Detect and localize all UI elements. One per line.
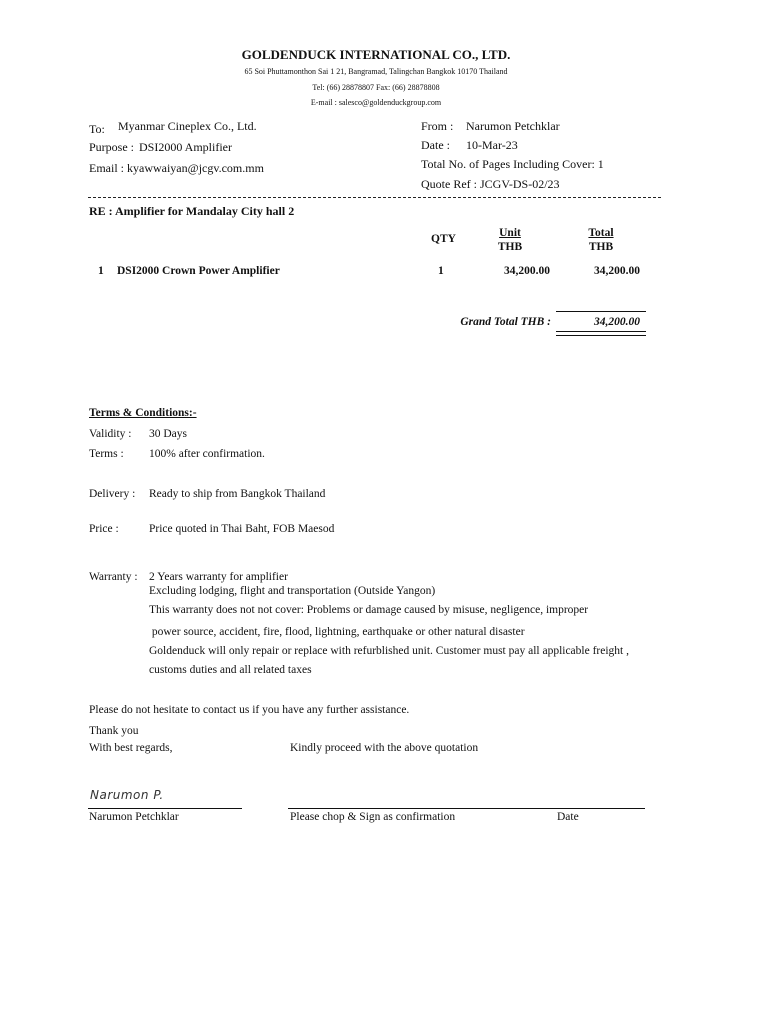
unit-header-bottom: THB bbox=[497, 241, 523, 253]
warranty-line: Excluding lodging, flight and transportation (Outside Yangon) bbox=[149, 585, 436, 597]
warranty-line: power source, accident, fire, flood, lightning, earthquake or other natural disaster bbox=[149, 626, 525, 638]
purpose-value: DSI2000 Amplifier bbox=[139, 140, 232, 154]
delivery-value: Ready to ship from Bangkok Thailand bbox=[149, 488, 326, 500]
quote-ref: Quote Ref : JCGV-DS-02/23 bbox=[421, 177, 560, 191]
email-line: Email : kyawwaiyan@jcgv.com.mm bbox=[89, 161, 264, 175]
unit-header-top: Unit bbox=[499, 227, 521, 239]
from-value: Narumon Petchklar bbox=[466, 119, 560, 133]
row-qty: 1 bbox=[438, 265, 444, 277]
grand-total-label: Grand Total THB : bbox=[460, 316, 551, 328]
confirmation-line bbox=[288, 808, 645, 809]
qty-header: QTY bbox=[431, 233, 456, 245]
validity-label: Validity : bbox=[89, 428, 132, 440]
row-number: 1 bbox=[98, 265, 104, 277]
re-line: RE : Amplifier for Mandalay City hall 2 bbox=[89, 204, 295, 218]
date-sign-label: Date bbox=[557, 811, 579, 823]
row-description: DSI2000 Crown Power Amplifier bbox=[117, 265, 280, 277]
date-value: 10-Mar-23 bbox=[466, 138, 518, 152]
warranty-line: 2 Years warranty for amplifier bbox=[149, 571, 288, 583]
warranty-line: This warranty does not not cover: Problems or damage caused by misuse, negligence, improper bbox=[149, 604, 589, 616]
header-divider bbox=[88, 197, 661, 198]
terms-label: Terms : bbox=[89, 448, 124, 460]
to-value: Myanmar Cineplex Co., Ltd. bbox=[118, 119, 257, 133]
chop-sign-label: Please chop & Sign as confirmation bbox=[290, 811, 456, 823]
contact-line: Please do not hesitate to contact us if you have any further assistance. bbox=[89, 704, 410, 716]
delivery-label: Delivery : bbox=[89, 488, 136, 500]
proceed-line: Kindly proceed with the above quotation bbox=[290, 742, 479, 754]
grand-total-top-rule bbox=[556, 311, 646, 312]
company-email: E-mail : salesco@goldenduckgroup.com bbox=[310, 98, 442, 107]
total-header-top: Total bbox=[588, 227, 614, 239]
regards: With best regards, bbox=[89, 742, 173, 754]
total-header-bottom: THB bbox=[588, 241, 614, 253]
warranty-line: customs duties and all related taxes bbox=[149, 664, 312, 676]
grand-total-double-rule bbox=[556, 331, 646, 336]
company-name: GOLDENDUCK INTERNATIONAL CO., LTD. bbox=[241, 47, 511, 62]
terms-value: 100% after confirmation. bbox=[149, 448, 265, 460]
validity-value: 30 Days bbox=[149, 428, 188, 440]
signer-name: Narumon Petchklar bbox=[89, 811, 179, 823]
date-label: Date : bbox=[421, 138, 450, 152]
signature: Narumon P. bbox=[90, 788, 164, 802]
row-total: 34,200.00 bbox=[594, 265, 640, 277]
price-label: Price : bbox=[89, 523, 119, 535]
row-unit-price: 34,200.00 bbox=[504, 265, 550, 277]
company-address: 65 Soi Phuttamonthon Sai 1 21, Bangramad, Talingchan Bangkok 10170 Thailand bbox=[244, 67, 508, 76]
terms-heading: Terms & Conditions:- bbox=[89, 407, 197, 419]
warranty-label: Warranty : bbox=[89, 571, 138, 583]
purpose-label: Purpose : bbox=[89, 140, 134, 154]
to-label: To: bbox=[89, 122, 105, 136]
signature-line bbox=[88, 808, 242, 809]
warranty-line: Goldenduck will only repair or replace with refurblished unit. Customer must pay all applicable freight , bbox=[149, 645, 629, 657]
price-value: Price quoted in Thai Baht, FOB Maesod bbox=[149, 523, 335, 535]
thank-you: Thank you bbox=[89, 725, 139, 737]
company-contact: Tel: (66) 28878807 Fax: (66) 28878808 bbox=[312, 83, 440, 92]
from-label: From : bbox=[421, 119, 454, 133]
pages-line: Total No. of Pages Including Cover: 1 bbox=[421, 157, 604, 171]
grand-total-value: 34,200.00 bbox=[594, 316, 640, 328]
